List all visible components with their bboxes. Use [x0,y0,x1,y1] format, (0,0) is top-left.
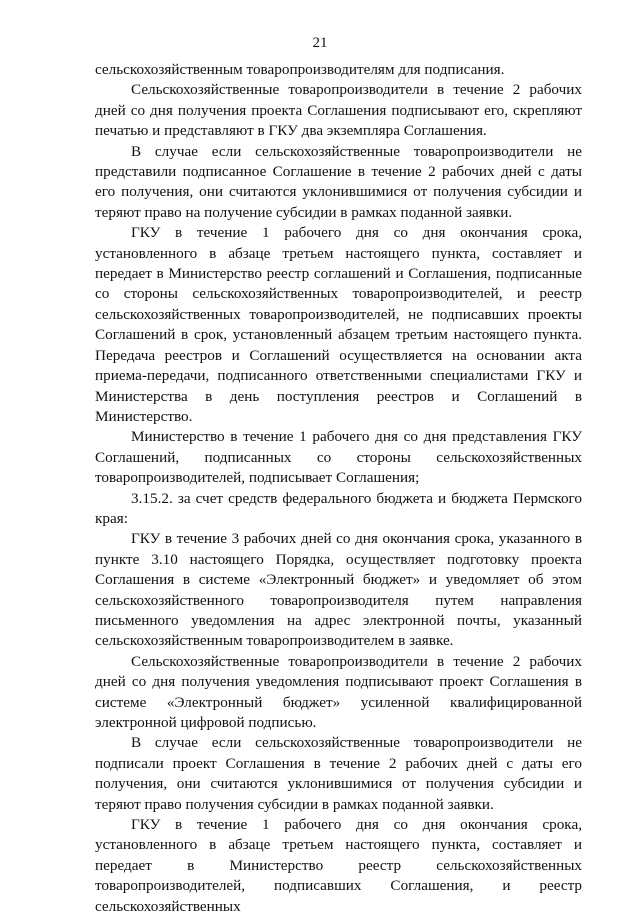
paragraph: Сельскохозяйственные товаропроизводители в течение 2 рабочих дней со дня получения проекта Соглашения подписывают его, скрепляют печатью и представляют в ГКУ два экземпляра Соглашения. [95,81,582,140]
document-body [95,60,582,917]
page-number: 21 [312,35,328,51]
paragraph: Сельскохозяйственные товаропроизводители в течение 2 рабочих дней со дня получения уведомления подписывают проект Соглашения в системе «Электронный бюджет» усиленной квалифицированной электронной цифровой подписью. [95,652,582,731]
paragraph: ГКУ в течение 3 рабочих дней со дня окончания срока, указанного в пункте 3.10 настоящего Порядка, осуществляет подготовку проекта Соглашения в системе «Электронный бюджет» и уведомляет об этом сельскохозяйственного товаропроизводителя путем направления письменного уведомления на адрес электронной почты, указанный сельскохозяйственным товаропроизводителем в заявке. [95,530,582,650]
paragraph: В случае если сельскохозяйственные товаропроизводители не подписали проект Соглашения в течение 2 рабочих дней с даты его получения, они считаются уклонившимися от получения субсидии и теряют право получения субсидии в рамках поданной заявки. [95,734,582,813]
paragraph: В случае если сельскохозяйственные товаропроизводители не представили подписанное Соглашение в течение 2 рабочих дней с даты его получения, они считаются уклонившимися от получения субсидии и теряют право на получение субсидии в рамках поданной заявки. [95,142,582,221]
paragraph: сельскохозяйственным товаропроизводителям для подписания. [95,61,505,78]
paragraph: Министерство в течение 1 рабочего дня со дня представления ГКУ Соглашений, подписанных со стороны сельскохозяйственных товаропроизводителей, подписывает Соглашения; [95,428,582,487]
paragraph: ГКУ в течение 1 рабочего дня со дня окончания срока, установленного в абзаце третьем настоящего пункта, составляет и передает в Министерство реестр соглашений и Соглашения, подписанные со стороны сельскохозяйственных товаропроизводителей, и реестр сельскохозяйственных товаропроизводителей, не подписавших проекты Соглашений в срок, установленный абзацем третьим настоящего пункта. Передача реестров и Соглашений осуществляется на основании акта приема-передачи, подписанного ответственными специалистами ГКУ и Министерства в день поступления реестров и Соглашений в Министерство. [95,224,582,425]
paragraph: 3.15.2. за счет средств федерального бюджета и бюджета Пермского края: [95,489,582,527]
paragraph: ГКУ в течение 1 рабочего дня со дня окончания срока, установленного в абзаце третьем настоящего пункта, составляет и передает в Министерство реестр сельскохозяйственных товаропроизводителей, подписавших Соглашения, и реестр сельскохозяйственных [95,816,582,915]
